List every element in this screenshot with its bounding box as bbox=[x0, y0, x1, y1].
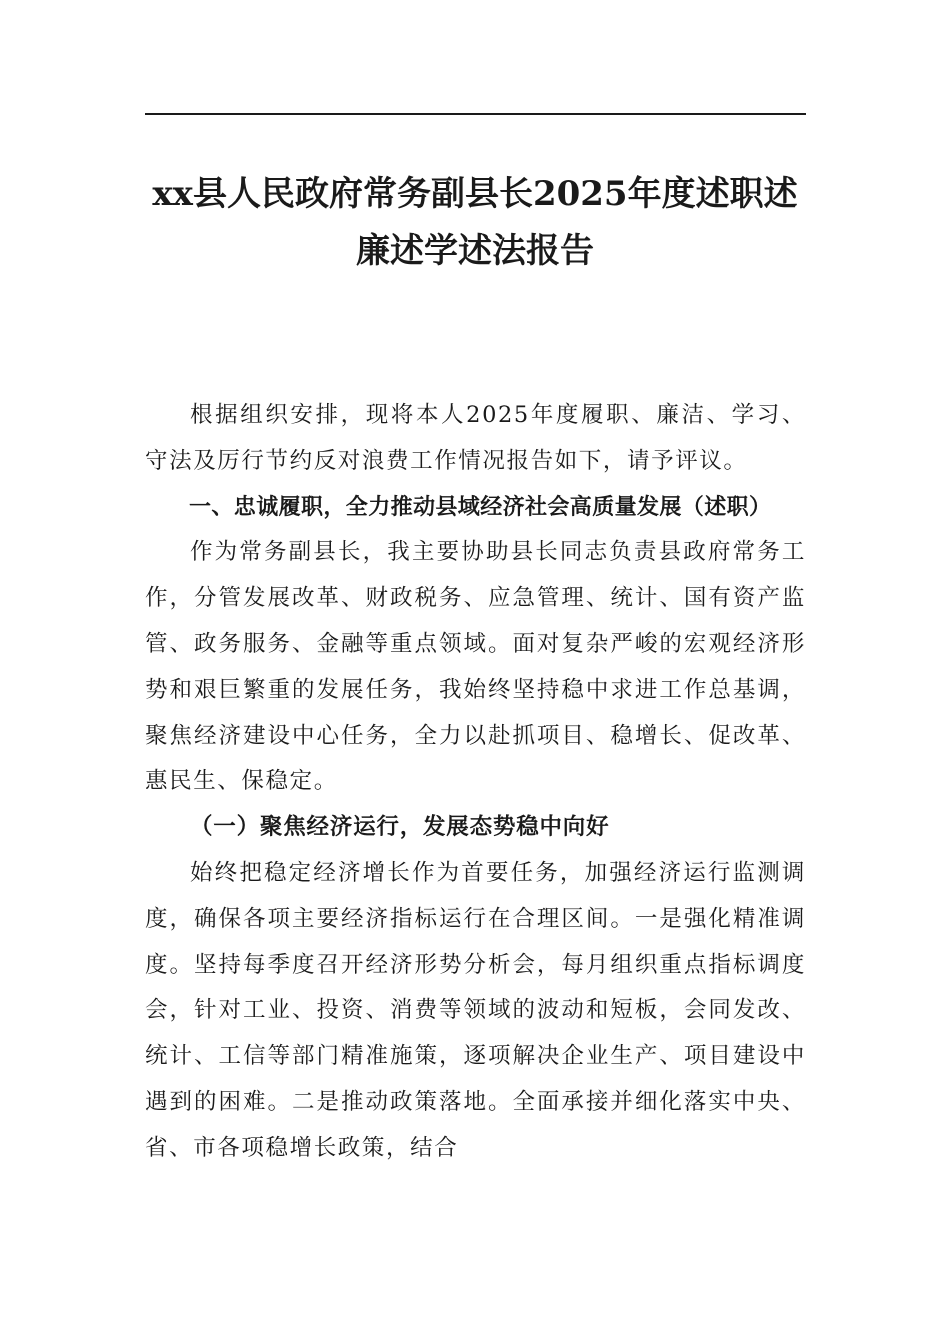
title-line-2: 廉述学述法报告 bbox=[356, 231, 594, 271]
title-line-1: xx县人民政府常务副县长2025年度述职述 bbox=[152, 174, 798, 214]
header-rule bbox=[145, 113, 806, 115]
subsection-1-paragraph: 始终把稳定经济增长作为首要任务，加强经济运行监测调度，确保各项主要经济指标运行在合理区间。一是强化精准调度。坚持每季度召开经济形势分析会，每月组织重点指标调度会，针对工业、投资、消费等领域的波动和短板，会同发改、统计、工信等部门精准施策，逐项解决企业生产、项目建设中遇到的困难。二是推动政策落地。全面承接并细化落实中央、省、市各项稳增长政策，结合 bbox=[145, 859, 806, 1161]
intro-paragraph: 根据组织安排，现将本人2025年度履职、廉洁、学习、守法及厉行节约反对浪费工作情况报告如下，请予评议。 bbox=[145, 402, 806, 474]
section-1-intro-paragraph: 作为常务副县长，我主要协助县长同志负责县政府常务工作，分管发展改革、财政税务、应急管理、统计、国有资产监管、政务服务、金融等重点领域。面对复杂严峻的宏观经济形势和艰巨繁重的发展任务，我始终坚持稳中求进工作总基调，聚焦经济建设中心任务，全力以赴抓项目、稳增长、促改革、惠民生、保稳定。 bbox=[145, 539, 806, 795]
subsection-1-heading: （一）聚焦经济运行，发展态势稳中向好 bbox=[190, 814, 610, 841]
section-1-heading: 一、忠诚履职，全力推动县域经济社会高质量发展（述职） bbox=[189, 494, 772, 520]
document-body bbox=[145, 393, 806, 1172]
document-title bbox=[120, 166, 830, 280]
